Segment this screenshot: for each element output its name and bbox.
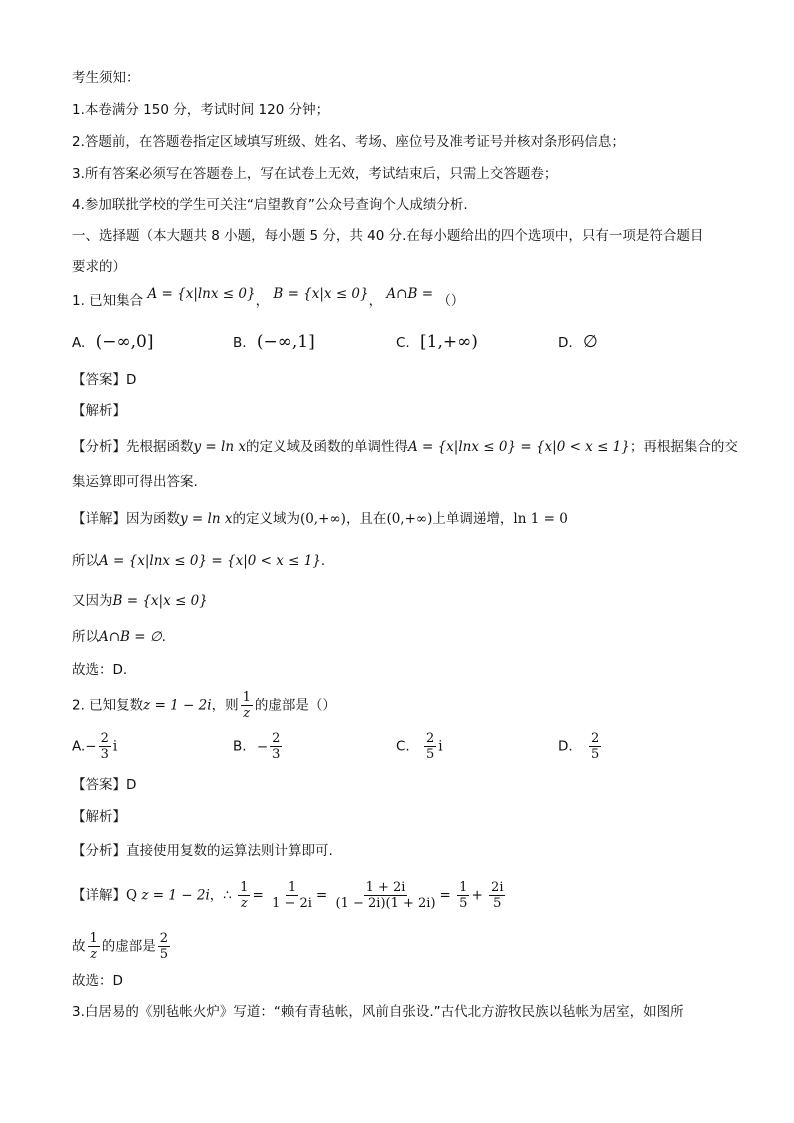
q2-answer: 【答案】D [72,777,137,793]
q1-choose: 故选：D. [72,662,128,678]
notice-item-3: 3.所有答案必须写在答题卷上，写在试卷上无效，考试结束后，只需上交答题卷； [72,166,558,182]
q1-set-b: B = {x|x ≤ 0} [273,286,369,302]
q1-fenxi-line2: 集运算即可得出答案. [72,474,198,490]
notice-item-1: 1.本卷满分 150 分，考试时间 120 分钟； [72,102,330,118]
q1-set-a: A = {x|lnx ≤ 0} [147,286,256,302]
q1-option-b: B. (−∞,1] [233,332,315,352]
q1-fenxi-line1: 【分析】先根据函数y = ln x的定义域及函数的单调性得A = {x|lnx ≤ 0} = {x|0 < x ≤ 1}；再根据集合的交 [72,439,738,455]
q2-option-c: C. $\frac{2}{5}$ i [396,731,443,762]
notice-item-4: 4.参加联批学校的学生可关注“启望教育”公众号查询个人成绩分析. [72,197,468,213]
q1-stem [72,286,465,310]
q1-xiangjie-line4: 所以A∩B = ∅. [72,629,166,645]
q3-stem: 3.白居易的《别毡帐火炉》写道：“赖有青毡帐，风前自张设.”古代北方游牧民族以毡帐为居室，如图所 [72,1004,684,1020]
notice-heading: 考生须知： [72,70,140,86]
q2-fenxi: 【分析】直接使用复数的运算法则计算即可. [72,843,333,859]
q2-option-d: D. $\frac{2}{5}$ [558,731,600,762]
q1-option-d: D. ∅ [558,332,598,352]
section-heading-line2: 要求的） [72,259,126,275]
notice-item-2: 2.答题前，在答题卷指定区域填写班级、姓名、考场、座位号及准考证号并核对条形码信息； [72,134,625,150]
q2-conclusion: 故 $\frac{1}{z}$ 的虚部是 $\frac{2}{5}$ [72,931,169,962]
q1-expr: A∩B = [386,286,434,302]
q1-sep2: ， [368,293,383,309]
q2-analysis-tag: 【解析】 [72,809,126,825]
q1-sep1: ， [255,293,270,309]
q2-stem: 2. 已知复数z = 1 − 2i，则 $\frac{1}{z}$ 的虚部是（） [72,690,336,721]
q1-xiangjie-line1: 【详解】因为函数y = ln x的定义域为(0,+∞)，且在(0,+∞)上单调递增，ln 1 = 0 [72,511,568,527]
q1-answer: 【答案】D [72,372,137,388]
q1-option-a: A. (−∞,0] [72,332,154,352]
q1-paren: （） [437,293,465,309]
q1-option-c: C. [1,+∞) [396,332,478,352]
q2-xiangjie: 【详解】Q z = 1 − 2i，∴ $\frac{1}{z}$ = $\frac{1}{1 - 2i}$ = $\frac{1 + 2i}{(1 - 2i)(1 + 2i)}$ = $\frac{1}{5}$ + $\frac{2i}{5}$ [72,880,504,911]
q1-xiangjie-line3: 又因为B = {x|x ≤ 0} [72,593,208,609]
q1-xiangjie-line2: 所以A = {x|lnx ≤ 0} = {x|0 < x ≤ 1}. [72,553,326,569]
q2-choose: 故选：D [72,973,123,989]
q1-analysis-tag: 【解析】 [72,403,126,419]
q2-option-a: A.− $\frac{2}{3}$ i [72,731,118,762]
q2-option-b: B. − $\frac{2}{3}$ [233,731,281,762]
section-heading-line1: 一、选择题（本大题共 8 小题，每小题 5 分，共 40 分.在每小题给出的四个选项中，只有一项是符合题目 [72,228,704,244]
q1-prefix: 1. 已知集合 [72,293,144,309]
